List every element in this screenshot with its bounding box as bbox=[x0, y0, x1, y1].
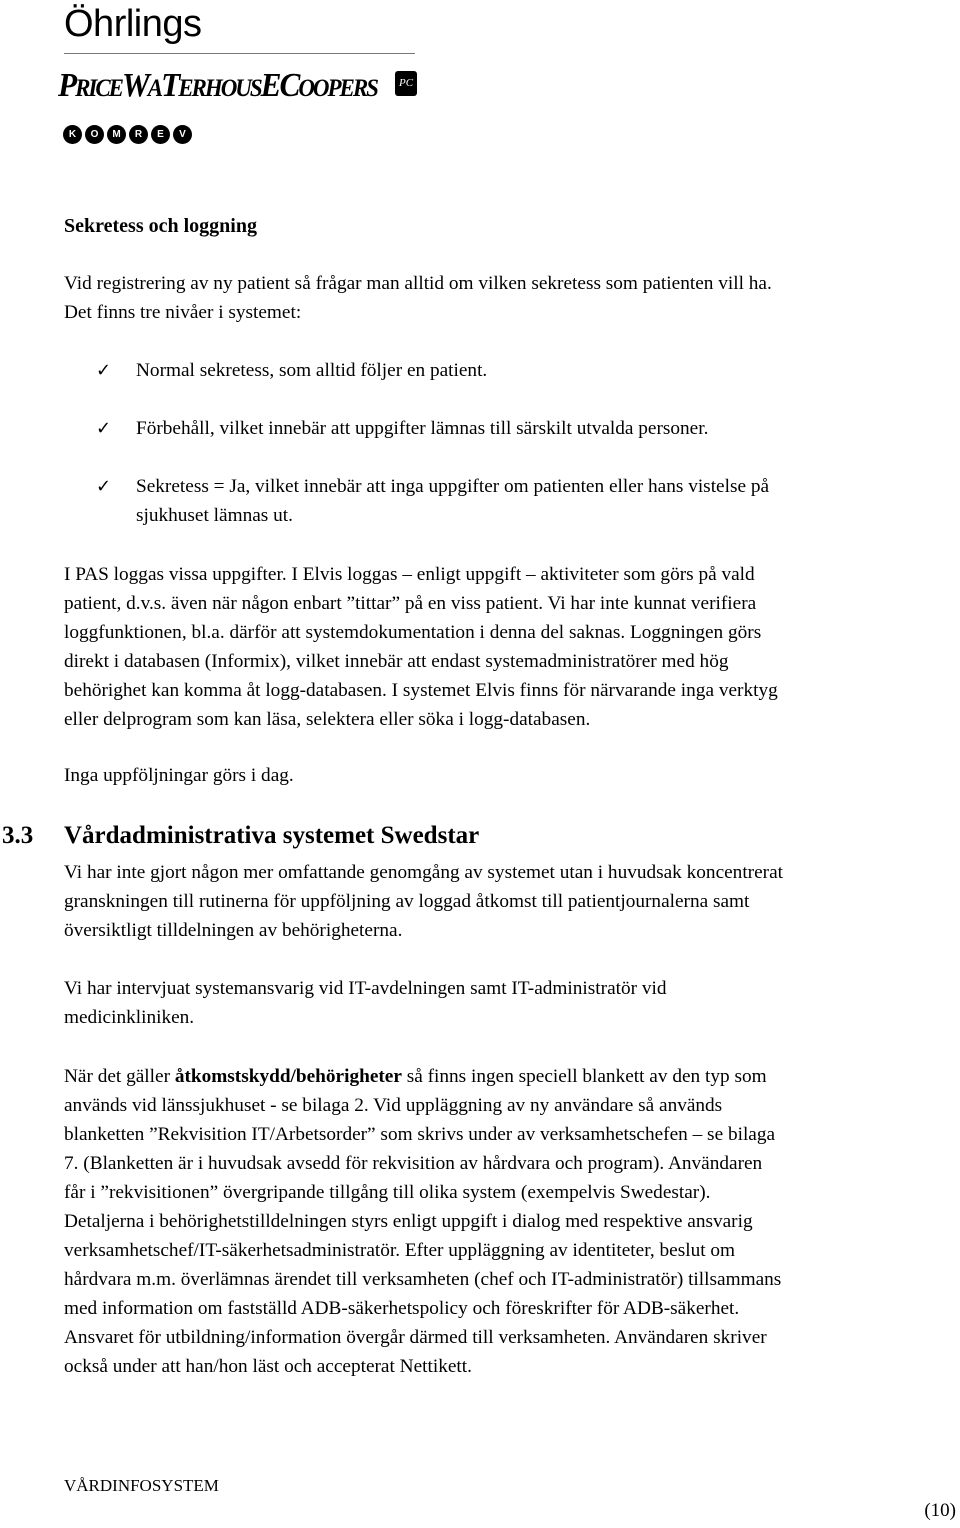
text-line: eller delprogram som kan läsa, selektera eller söka i logg-databasen. bbox=[64, 709, 591, 730]
text-line: medicinkliniken. bbox=[64, 1007, 195, 1028]
swedstar-paragraph-1 bbox=[64, 858, 783, 945]
komrev-logo bbox=[63, 125, 192, 144]
checkmark-icon: ✓ bbox=[96, 476, 112, 497]
section-number: 3.3 bbox=[2, 822, 34, 849]
swedstar-paragraph-3 bbox=[64, 1062, 781, 1381]
text-line: granskningen till rutinerna för uppföljning av loggad åtkomst till patientjournalerna samt bbox=[64, 891, 750, 912]
text-line: blanketten ”Rekvisition IT/Arbetsorder” som skrivs under av verksamhetschefen – se bilaga bbox=[64, 1124, 776, 1145]
text-line: behörighet kan komma åt logg-databasen. I systemet Elvis finns för närvarande inga verktyg bbox=[64, 680, 778, 701]
text-line: Vid registrering av ny patient så frågar man alltid om vilken sekretess som patienten vill ha. bbox=[64, 273, 772, 294]
section-title: Vårdadministrativa systemet Swedstar bbox=[64, 822, 480, 849]
footer-label: VÅRDINFOSYSTEM bbox=[64, 1476, 219, 1495]
text-line: Sekretess = Ja, vilket innebär att inga uppgifter om patienten eller hans vistelse på bbox=[136, 476, 770, 497]
komrev-letter: R bbox=[129, 125, 148, 144]
text-line: Ansvaret för utbildning/information övergår därmed till verksamheten. Användaren skriver bbox=[64, 1327, 767, 1348]
text-line: översiktligt tilldelningen av behörigheterna. bbox=[64, 920, 403, 941]
komrev-letter: K bbox=[63, 125, 82, 144]
checkmark-icon: ✓ bbox=[96, 360, 112, 381]
text-line: Det finns tre nivåer i systemet: bbox=[64, 302, 302, 323]
text-line: med information om fastställd ADB-säkerhetspolicy och föreskrifter för ADB-säkerhet. bbox=[64, 1298, 740, 1319]
followup-paragraph bbox=[64, 761, 294, 790]
text-line: När det gäller åtkomstskydd/behörigheter så finns ingen speciell blankett av den typ som bbox=[64, 1066, 767, 1087]
komrev-letter: E bbox=[151, 125, 170, 144]
text-line: sjukhuset lämnas ut. bbox=[136, 505, 293, 526]
text-line: direkt i databasen (Informix), vilket innebär att endast systemadministratörer med hög bbox=[64, 651, 729, 672]
text-line: loggfunktionen, bl.a. därför att systemdokumentation i denna del saknas. Loggningen görs bbox=[64, 622, 762, 643]
text-line: Detaljerna i behörighetstilldelningen styrs enligt uppgift i dialog med respektive ansvarig bbox=[64, 1211, 753, 1232]
text-line: hårdvara m.m. överlämnas ärendet till verksamheten (chef och IT-administratör) tillsammans bbox=[64, 1269, 782, 1290]
swedstar-paragraph-2 bbox=[64, 974, 667, 1032]
text-line: Vi har inte gjort någon mer omfattande genomgång av systemet utan i huvudsak koncentrerat bbox=[64, 862, 783, 883]
text-line: verksamhetschef/IT-säkerhetsadministratör. Efter uppläggning av identiteter, beslut om bbox=[64, 1240, 736, 1261]
komrev-letter: V bbox=[173, 125, 192, 144]
text-line: Inga uppföljningar görs i dag. bbox=[64, 765, 294, 786]
intro-paragraph bbox=[64, 269, 772, 327]
logging-paragraph bbox=[64, 560, 778, 734]
emphasis-text: åtkomstskydd/behörigheter bbox=[174, 1066, 402, 1087]
text-line: används vid länssjukhuset - se bilaga 2. Vid uppläggning av ny användare så används bbox=[64, 1095, 723, 1116]
text-line: får i ”rekvisitionen” övergripande tillgång till olika system (exempelvis Swedestar). bbox=[64, 1182, 711, 1203]
page-number: (10) bbox=[924, 1500, 956, 1521]
text-line: Normal sekretess, som alltid följer en patient. bbox=[136, 360, 488, 381]
section-heading-sekretess: Sekretess och loggning bbox=[64, 215, 257, 237]
text-line: Förbehåll, vilket innebär att uppgifter lämnas till särskilt utvalda personer. bbox=[136, 418, 709, 439]
firm-logo: PRICEWATERHOUSECOOPERS bbox=[58, 67, 377, 104]
text-line: I PAS loggas vissa uppgifter. I Elvis loggas – enligt uppgift – aktiviteter som görs på vald bbox=[64, 564, 755, 585]
firm-seal-icon: PC bbox=[395, 71, 417, 96]
text-line: också under att han/hon läst och accepterat Nettikett. bbox=[64, 1356, 472, 1377]
text-line: patient, d.v.s. även när någon enbart ”tittar” på en viss patient. Vi har inte kunnat verifiera bbox=[64, 593, 757, 614]
komrev-letter: M bbox=[107, 125, 126, 144]
brand-divider bbox=[64, 53, 415, 54]
text-line: Vi har intervjuat systemansvarig vid IT-avdelningen samt IT-administratör vid bbox=[64, 978, 667, 999]
text-line: 7. (Blanketten är i huvudsak avsedd för rekvisition av hårdvara och program). Användaren bbox=[64, 1153, 763, 1174]
brand-name: Öhrlings bbox=[64, 3, 202, 45]
komrev-letter: O bbox=[85, 125, 104, 144]
checkmark-icon: ✓ bbox=[96, 418, 112, 439]
